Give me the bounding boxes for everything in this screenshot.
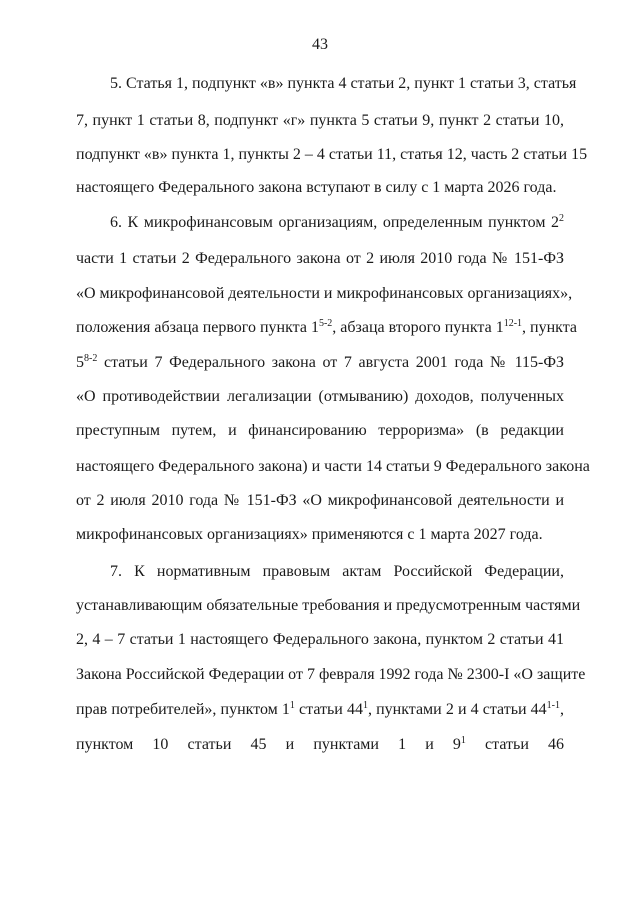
text-line: преступным путем, и финансированию терроризма» (в редакции — [76, 422, 564, 439]
text-line: настоящего Федерального закона) и части 14 статьи 9 Федерального закона — [76, 458, 590, 475]
superscript: 2 — [559, 213, 564, 224]
text-line — [76, 353, 564, 373]
text-segment: прав потребителей», пунктом 1 — [76, 701, 290, 718]
superscript: 5-2 — [318, 318, 333, 329]
text-segment: , пунктами 2 и 4 статьи 44 — [367, 701, 547, 718]
text-segment: , пункта — [522, 319, 578, 336]
text-segment: статьи 44 — [294, 701, 363, 718]
text-word: 45 — [250, 736, 267, 753]
text-word: и — [425, 736, 434, 753]
text-word: пунктами — [313, 736, 379, 753]
text-line: 2, 4 – 7 статьи 1 настоящего Федерального закона, пунктом 2 статьи 41 — [76, 631, 564, 648]
superscript: 1-1 — [546, 700, 561, 711]
text-word: статьи — [485, 736, 529, 753]
text-word: 46 — [548, 736, 564, 753]
text-segment: положения абзаца первого пункта 1 — [76, 319, 319, 336]
text-line — [76, 735, 564, 755]
text-word: 1 — [398, 736, 407, 753]
superscript: 8-2 — [84, 353, 98, 364]
text-line: Закона Российской Федерации от 7 февраля 1992 года № 2300-I «О защите — [76, 666, 586, 683]
text-line — [110, 213, 564, 233]
text-line: от 2 июля 2010 года № 151-ФЗ «О микрофинансовой деятельности и — [76, 492, 564, 509]
text-line: «О микрофинансовой деятельности и микрофинансовых организациях», — [76, 285, 573, 302]
text-segment: , — [560, 701, 565, 718]
text-line: «О противодействии легализации (отмыванию) доходов, полученных — [76, 388, 564, 405]
text-word: и — [285, 736, 295, 753]
superscript: 1 — [362, 700, 368, 711]
text-line — [76, 318, 578, 338]
superscript: 1 — [289, 700, 295, 711]
text-segment: , абзаца второго пункта 1 — [332, 319, 504, 336]
text-line: 5. Статья 1, подпункт «в» пункта 4 статьи 2, пункт 1 статьи 3, статья — [110, 75, 577, 92]
text-line: настоящего Федерального закона вступают в силу с 1 марта 2026 года. — [76, 179, 557, 196]
text-segment: статьи 7 Федерального закона от 7 августа 2001 года № 115-ФЗ — [97, 354, 564, 371]
text-line — [76, 700, 564, 720]
text-line: 7, пункт 1 статьи 8, подпункт «г» пункта 5 статьи 9, пункт 2 статьи 10, — [76, 112, 564, 129]
superscript: 1 — [460, 735, 466, 746]
text-line: части 1 статьи 2 Федерального закона от 2 июля 2010 года № 151-ФЗ — [76, 250, 564, 267]
text-line: микрофинансовых организациях» применяются с 1 марта 2027 года. — [76, 526, 543, 543]
text-word: пунктом — [76, 736, 134, 753]
text-line: 7. К нормативным правовым актам Российской Федерации, — [110, 563, 564, 580]
text-line: подпункт «в» пункта 1, пункты 2 – 4 статьи 11, статья 12, часть 2 статьи 15 — [76, 146, 588, 163]
text-segment: 6. К микрофинансовым организациям, определенным пунктом 2 — [110, 214, 559, 231]
text-segment: 5 — [76, 354, 84, 371]
text-word: статьи — [187, 736, 232, 753]
text-line: устанавливающим обязательные требования и предусмотренным частями — [76, 597, 581, 614]
text-word: 10 — [152, 736, 169, 753]
superscript: 12-1 — [503, 318, 523, 329]
text-word: $9^1$ — [452, 735, 466, 753]
page-number: 43 — [312, 36, 328, 53]
